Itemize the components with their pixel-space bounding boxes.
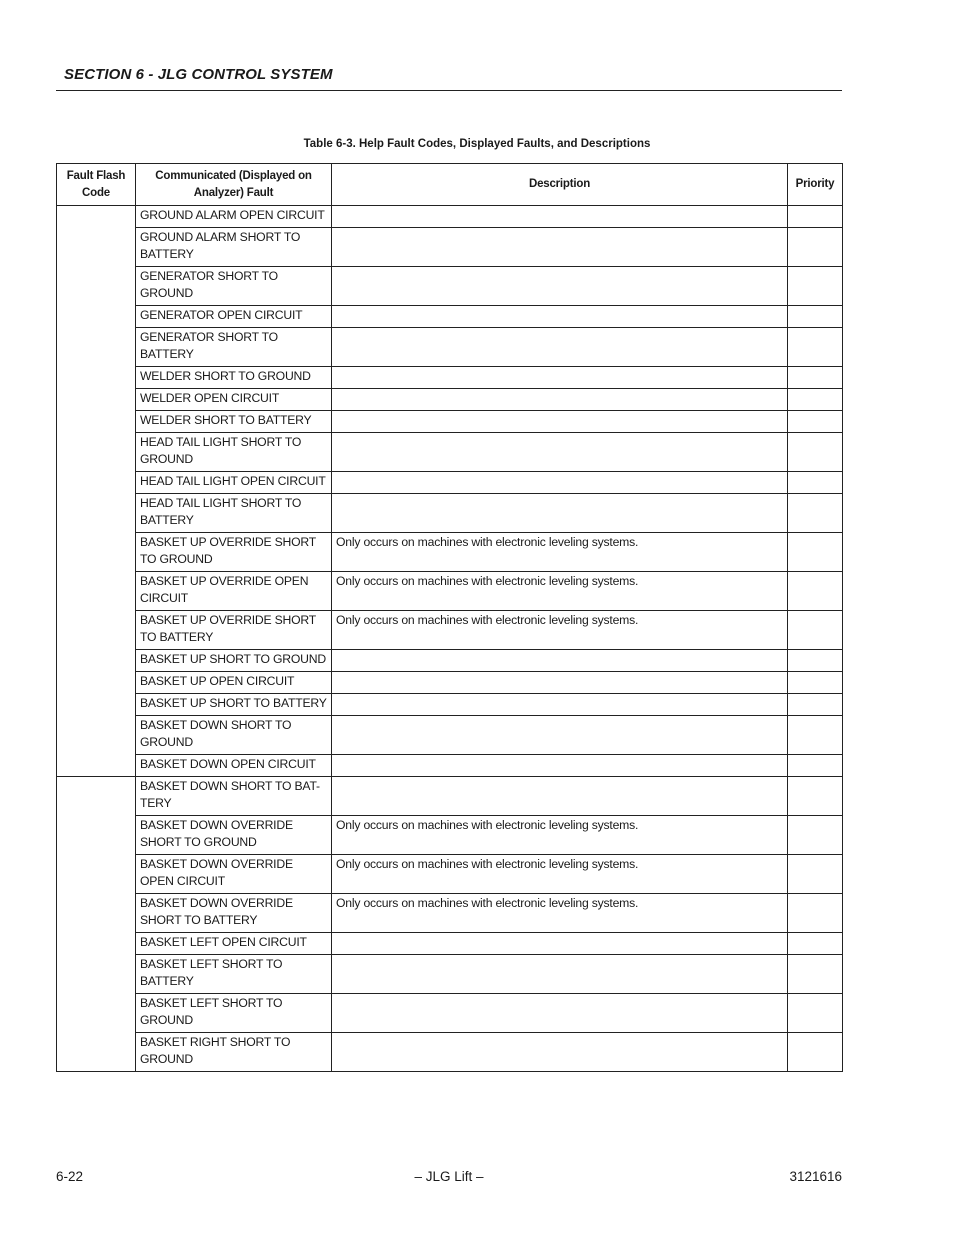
table-row — [57, 494, 843, 533]
fault-flash-code-cell — [57, 206, 136, 777]
fault-name-cell: HEAD TAIL LIGHT SHORT TO BATTERY — [136, 494, 332, 533]
table-row — [57, 777, 843, 816]
table-row — [57, 206, 843, 228]
description-cell — [332, 1033, 788, 1072]
table-row — [57, 1033, 843, 1072]
description-cell — [332, 716, 788, 755]
fault-name-cell: BASKET UP OPEN CIRCUIT — [136, 672, 332, 694]
priority-cell — [788, 389, 843, 411]
fault-name-cell: BASKET LEFT SHORT TO GROUND — [136, 994, 332, 1033]
table-row — [57, 933, 843, 955]
description-cell — [332, 433, 788, 472]
table-row — [57, 994, 843, 1033]
fault-name-cell: WELDER SHORT TO BATTERY — [136, 411, 332, 433]
description-cell — [332, 755, 788, 777]
description-cell: Only occurs on machines with electronic leveling systems. — [332, 855, 788, 894]
fault-name-cell: BASKET UP SHORT TO GROUND — [136, 650, 332, 672]
fault-name-cell: BASKET DOWN OVERRIDE SHORT TO GROUND — [136, 816, 332, 855]
priority-cell — [788, 328, 843, 367]
description-cell — [332, 267, 788, 306]
fault-name-cell: BASKET DOWN OPEN CIRCUIT — [136, 755, 332, 777]
fault-name-cell: BASKET UP OVERRIDE SHORT TO BATTERY — [136, 611, 332, 650]
table-row — [57, 367, 843, 389]
table-row — [57, 694, 843, 716]
description-cell — [332, 367, 788, 389]
footer-brand: – JLG Lift – — [414, 1169, 484, 1184]
fault-name-cell: HEAD TAIL LIGHT SHORT TO GROUND — [136, 433, 332, 472]
fault-name-cell: BASKET DOWN SHORT TO BAT-TERY — [136, 777, 332, 816]
description-cell: Only occurs on machines with electronic leveling systems. — [332, 611, 788, 650]
fault-name-cell: WELDER OPEN CIRCUIT — [136, 389, 332, 411]
priority-cell — [788, 1033, 843, 1072]
table-row — [57, 572, 843, 611]
description-cell: Only occurs on machines with electronic leveling systems. — [332, 816, 788, 855]
description-cell: Only occurs on machines with electronic leveling systems. — [332, 894, 788, 933]
table-row — [57, 716, 843, 755]
table-row — [57, 650, 843, 672]
table-row — [57, 611, 843, 650]
priority-cell — [788, 411, 843, 433]
fault-name-cell: GENERATOR SHORT TO GROUND — [136, 267, 332, 306]
table-row — [57, 894, 843, 933]
priority-cell — [788, 716, 843, 755]
description-cell — [332, 306, 788, 328]
table-row — [57, 389, 843, 411]
description-cell — [332, 994, 788, 1033]
fault-name-cell: BASKET LEFT SHORT TO BATTERY — [136, 955, 332, 994]
description-cell — [332, 411, 788, 433]
fault-name-cell: WELDER SHORT TO GROUND — [136, 367, 332, 389]
section-title: SECTION 6 - JLG CONTROL SYSTEM — [64, 66, 333, 83]
fault-name-cell: GROUND ALARM OPEN CIRCUIT — [136, 206, 332, 228]
column-header-priority: Priority — [788, 164, 843, 206]
description-cell — [332, 494, 788, 533]
fault-name-cell: BASKET RIGHT SHORT TO GROUND — [136, 1033, 332, 1072]
priority-cell — [788, 650, 843, 672]
priority-cell — [788, 611, 843, 650]
description-cell — [332, 472, 788, 494]
table-row — [57, 267, 843, 306]
priority-cell — [788, 367, 843, 389]
fault-name-cell: GENERATOR SHORT TO BATTERY — [136, 328, 332, 367]
table-row — [57, 306, 843, 328]
description-cell — [332, 228, 788, 267]
fault-name-cell: BASKET LEFT OPEN CIRCUIT — [136, 933, 332, 955]
table-row — [57, 411, 843, 433]
priority-cell — [788, 694, 843, 716]
priority-cell — [788, 816, 843, 855]
fault-name-cell: GROUND ALARM SHORT TO BATTERY — [136, 228, 332, 267]
table-row — [57, 433, 843, 472]
table-row — [57, 955, 843, 994]
header-divider — [56, 90, 842, 91]
description-cell — [332, 955, 788, 994]
priority-cell — [788, 994, 843, 1033]
priority-cell — [788, 755, 843, 777]
priority-cell — [788, 494, 843, 533]
column-header-fault: Communicated (Displayed on Analyzer) Fault — [136, 164, 332, 206]
priority-cell — [788, 855, 843, 894]
priority-cell — [788, 572, 843, 611]
priority-cell — [788, 672, 843, 694]
fault-name-cell: BASKET UP SHORT TO BATTERY — [136, 694, 332, 716]
priority-cell — [788, 267, 843, 306]
priority-cell — [788, 472, 843, 494]
fault-name-cell: BASKET UP OVERRIDE OPEN CIRCUIT — [136, 572, 332, 611]
description-cell — [332, 389, 788, 411]
priority-cell — [788, 306, 843, 328]
table-row — [57, 672, 843, 694]
description-cell: Only occurs on machines with electronic leveling systems. — [332, 572, 788, 611]
fault-name-cell: HEAD TAIL LIGHT OPEN CIRCUIT — [136, 472, 332, 494]
priority-cell — [788, 933, 843, 955]
table-title: Table 6-3. Help Fault Codes, Displayed Faults, and Descriptions — [303, 138, 651, 150]
fault-name-cell: BASKET DOWN OVERRIDE SHORT TO BATTERY — [136, 894, 332, 933]
document-number: 3121616 — [789, 1169, 842, 1184]
column-header-description: Description — [332, 164, 788, 206]
priority-cell — [788, 894, 843, 933]
description-cell — [332, 672, 788, 694]
table-header-row — [57, 164, 843, 206]
description-cell: Only occurs on machines with electronic leveling systems. — [332, 533, 788, 572]
priority-cell — [788, 533, 843, 572]
description-cell — [332, 933, 788, 955]
table-row — [57, 228, 843, 267]
column-header-flash-code: Fault Flash Code — [57, 164, 136, 206]
description-cell — [332, 777, 788, 816]
fault-name-cell: BASKET UP OVERRIDE SHORT TO GROUND — [136, 533, 332, 572]
priority-cell — [788, 777, 843, 816]
priority-cell — [788, 955, 843, 994]
table-row — [57, 855, 843, 894]
fault-flash-code-cell — [57, 777, 136, 1072]
description-cell — [332, 650, 788, 672]
priority-cell — [788, 433, 843, 472]
description-cell — [332, 694, 788, 716]
fault-name-cell: BASKET DOWN OVERRIDE OPEN CIRCUIT — [136, 855, 332, 894]
priority-cell — [788, 228, 843, 267]
fault-name-cell: BASKET DOWN SHORT TO GROUND — [136, 716, 332, 755]
table-row — [57, 755, 843, 777]
description-cell — [332, 328, 788, 367]
table-row — [57, 328, 843, 367]
table-row — [57, 472, 843, 494]
table-row — [57, 816, 843, 855]
page-number: 6-22 — [56, 1169, 84, 1184]
table-row — [57, 533, 843, 572]
fault-name-cell: GENERATOR OPEN CIRCUIT — [136, 306, 332, 328]
fault-codes-table — [56, 163, 843, 1072]
description-cell — [332, 206, 788, 228]
priority-cell — [788, 206, 843, 228]
